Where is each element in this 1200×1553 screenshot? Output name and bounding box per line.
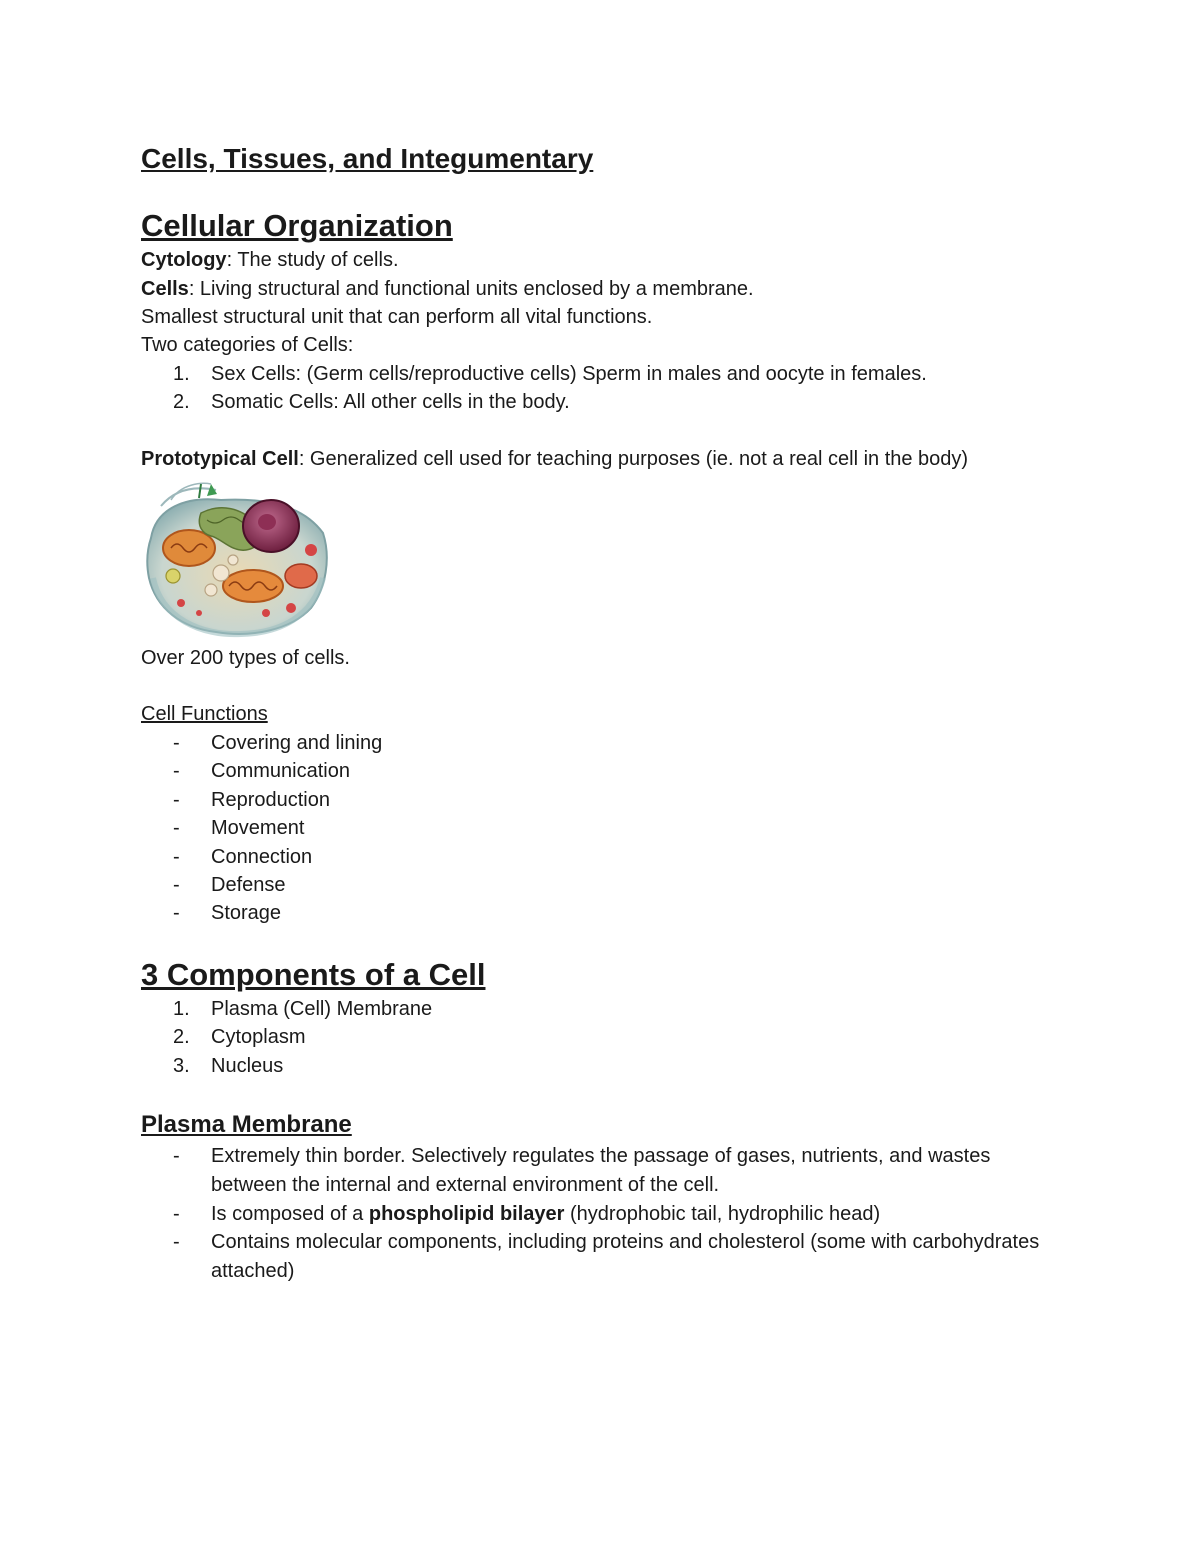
list-marker: 1.: [173, 998, 190, 1020]
list-marker: -: [173, 902, 180, 924]
list-item: [141, 1200, 1061, 1229]
list-marker: -: [173, 817, 180, 839]
document-title: Cells, Tissues, and Integumentary: [141, 143, 594, 174]
cells-text: : Living structural and functional units enclosed by a membrane.: [188, 278, 754, 300]
list-item: [141, 786, 1061, 815]
list-marker: -: [173, 846, 180, 868]
list-item: [141, 1052, 1061, 1081]
list-item-text: Extremely thin border. Selectively regulates the passage of gases, nutrients, and wastes between the internal and external environment of the cell.: [211, 1145, 991, 1196]
list-marker: 3.: [173, 1055, 190, 1077]
list-item: [141, 995, 1061, 1024]
cytology-term: Cytology: [141, 249, 227, 271]
list-item: [141, 1228, 1061, 1285]
list-item-text: Defense: [211, 874, 286, 896]
list-marker: 1.: [173, 363, 190, 385]
list-item: [141, 388, 1061, 417]
section-heading-components: 3 Components of a Cell: [141, 957, 486, 992]
list-marker: -: [173, 1145, 180, 1167]
smallest-unit-text: Smallest structural unit that can perform all vital functions.: [141, 306, 653, 328]
list-item-text: Contains molecular components, including proteins and cholesterol (some with carbohydrates attached): [211, 1231, 1040, 1282]
list-item: [141, 843, 1061, 872]
list-marker: 2.: [173, 1026, 190, 1048]
list-item: [141, 871, 1061, 900]
list-item-text: Movement: [211, 817, 305, 839]
prototypical-cell-illustration-icon: [141, 478, 331, 640]
list-marker: -: [173, 789, 180, 811]
cells-definition: [141, 275, 754, 303]
list-marker: -: [173, 1203, 180, 1225]
list-item-text: Cytoplasm: [211, 1026, 306, 1048]
list-item-text: Sex Cells: (Germ cells/reproductive cells) Sperm in males and oocyte in females.: [211, 363, 927, 385]
list-item-text: Somatic Cells: All other cells in the body.: [211, 391, 570, 413]
list-marker: -: [173, 760, 180, 782]
list-item-text: Communication: [211, 760, 350, 782]
list-item: [141, 814, 1061, 843]
list-marker: 2.: [173, 391, 190, 413]
phospholipid-bilayer-term: phospholipid bilayer: [368, 1203, 565, 1225]
prototypical-cell-term: Prototypical Cell: [141, 448, 299, 470]
list-marker: -: [173, 732, 180, 754]
list-item-text: Storage: [211, 902, 282, 924]
list-item: [141, 729, 1061, 758]
cytology-definition: [141, 246, 399, 274]
cell-functions-label: Cell Functions: [141, 703, 268, 725]
prototypical-cell-text: : Generalized cell used for teaching purposes (ie. not a real cell in the body): [298, 448, 969, 470]
list-item: [141, 1142, 1061, 1199]
list-item-text: Covering and lining: [211, 732, 383, 754]
list-item-text: Connection: [211, 846, 313, 868]
cytology-text: : The study of cells.: [226, 249, 399, 271]
list-item-text: [211, 1200, 1061, 1229]
section-heading-plasma-membrane: Plasma Membrane: [141, 1111, 352, 1138]
cells-term: Cells: [141, 278, 189, 300]
list-item: [141, 757, 1061, 786]
list-item: [141, 360, 1061, 389]
list-item: [141, 1023, 1061, 1052]
list-marker: -: [173, 874, 180, 896]
over-200-text: Over 200 types of cells.: [141, 647, 350, 669]
list-item: [141, 899, 1061, 928]
list-item-text: Nucleus: [211, 1055, 284, 1077]
two-categories-text: Two categories of Cells:: [141, 334, 354, 356]
list-item-text: Reproduction: [211, 789, 330, 811]
list-item-text: Plasma (Cell) Membrane: [211, 998, 433, 1020]
prototypical-cell-definition: [141, 445, 968, 473]
list-marker: -: [173, 1231, 180, 1253]
section-heading-cellular-organization: Cellular Organization: [141, 208, 453, 243]
list-item-text-post: (hydrophobic tail, hydrophilic head): [564, 1203, 881, 1225]
list-item-text-pre: Is composed of a: [211, 1203, 369, 1225]
